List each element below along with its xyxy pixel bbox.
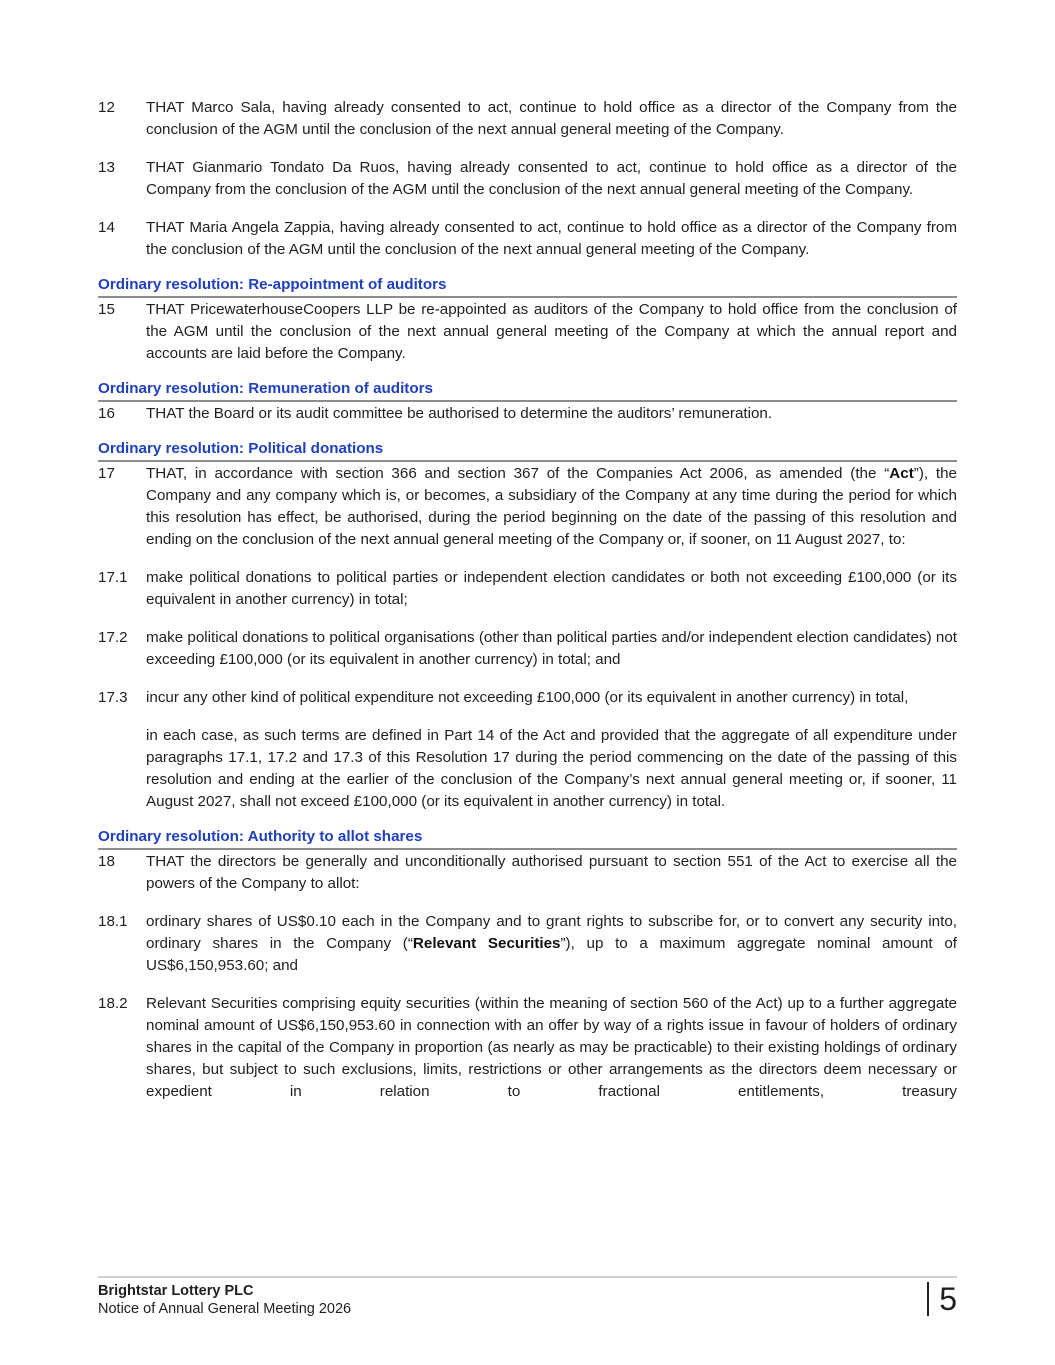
resolution-17-closing: in each case, as such terms are defined in Part 14 of the Act and provided that the aggregate of all expenditure under paragraphs 17.1, 17.2 and 17.3 of this Resolution 17 during the period commencing on the date of the passing of this resolution and ending at the earlier of the conclusion of the Company’s next annual general meeting or, if sooner, 11 August 2027, shall not exceed £100,000 (or its equivalent in another currency) in total. bbox=[146, 727, 957, 810]
resolution-18-2 bbox=[98, 993, 957, 1103]
resolution-13 bbox=[98, 157, 957, 201]
resolution-number: 13 bbox=[98, 159, 115, 176]
resolution-16 bbox=[98, 403, 957, 425]
section-heading-remuneration: Ordinary resolution: Remuneration of auditors bbox=[98, 379, 957, 402]
subitem-text: make political donations to political parties or independent election candidates or both not exceeding £100,000 (or its equivalent in another currency) in total; bbox=[146, 569, 957, 608]
section-heading-political-donations: Ordinary resolution: Political donations bbox=[98, 439, 957, 462]
subitem-number: 17.2 bbox=[98, 629, 128, 646]
subitem-number: 17.3 bbox=[98, 689, 128, 706]
page-number: 5 bbox=[927, 1282, 957, 1316]
resolution-text bbox=[146, 463, 957, 551]
resolution-15 bbox=[98, 299, 957, 365]
resolution-number: 16 bbox=[98, 405, 115, 422]
resolution-18 bbox=[98, 851, 957, 895]
resolution-text: THAT PricewaterhouseCoopers LLP be re-appointed as auditors of the Company to hold office from the conclusion of the AGM until the conclusion of the next annual general meeting of the Company at which the annual report and accounts are laid before the Company. bbox=[146, 301, 957, 362]
resolution-17-2 bbox=[98, 627, 957, 671]
resolution-number: 14 bbox=[98, 219, 115, 236]
text-fragment: ordinary shares of US$0.10 each in the Company and to grant rights to subscribe for, or to convert any security into, ordinary shares in the Company (“ bbox=[146, 913, 957, 952]
text-fragment: ”), up to a maximum aggregate nominal amount of US$6,150,953.60; and bbox=[146, 935, 957, 974]
footer-company-name: Brightstar Lottery PLC bbox=[98, 1283, 254, 1299]
resolution-17-1 bbox=[98, 567, 957, 611]
document-page bbox=[98, 97, 957, 1119]
resolution-12 bbox=[98, 97, 957, 141]
resolution-text: THAT Maria Angela Zappia, having already consented to act, continue to hold office as a director of the Company from the conclusion of the AGM until the conclusion of the next annual general meeting of the Company. bbox=[146, 219, 957, 258]
page-footer bbox=[98, 1276, 957, 1318]
defined-term-relevant-securities: Relevant Securities bbox=[412, 935, 561, 952]
resolution-number: 17 bbox=[98, 465, 115, 482]
text-fragment: ”), the Company and any company which is, or becomes, a subsidiary of the Company at any time during the period for which this resolution has effect, be authorised, during the period beginning on the date of the passing of this resolution and ending on the conclusion of the next annual general meeting of the Company or, if sooner, on 11 August 2027, to: bbox=[146, 465, 957, 548]
subitem-number: 18.2 bbox=[98, 995, 128, 1012]
resolution-14 bbox=[98, 217, 957, 261]
resolution-number: 18 bbox=[98, 853, 115, 870]
resolution-text: THAT Marco Sala, having already consented to act, continue to hold office as a director of the Company from the conclusion of the AGM until the conclusion of the next annual general meeting of the Company. bbox=[146, 99, 957, 138]
section-heading-reappointment: Ordinary resolution: Re-appointment of auditors bbox=[98, 275, 957, 298]
text-fragment: THAT, in accordance with section 366 and section 367 of the Companies Act 2006, as amended (the “ bbox=[146, 465, 890, 482]
resolution-text: THAT the Board or its audit committee be authorised to determine the auditors’ remuneration. bbox=[146, 405, 773, 422]
resolution-text: THAT Gianmario Tondato Da Ruos, having already consented to act, continue to hold office as a director of the Company from the conclusion of the AGM until the conclusion of the next annual general meeting of the Company. bbox=[146, 159, 957, 198]
footer-document-title: Notice of Annual General Meeting 2026 bbox=[98, 1301, 352, 1317]
resolution-17-3 bbox=[98, 687, 957, 709]
resolution-17 bbox=[98, 463, 957, 551]
resolution-number: 12 bbox=[98, 99, 115, 116]
defined-term-act: Act bbox=[889, 465, 914, 482]
section-heading-allot-shares: Ordinary resolution: Authority to allot shares bbox=[98, 827, 957, 850]
subitem-number: 18.1 bbox=[98, 913, 128, 930]
resolution-number: 15 bbox=[98, 301, 115, 318]
subitem-text: make political donations to political organisations (other than political parties and/or independent election candidates) not exceeding £100,000 (or its equivalent in another currency) in total; and bbox=[146, 629, 957, 668]
subitem-text: Relevant Securities comprising equity securities (within the meaning of section 560 of the Act) up to a further aggregate nominal amount of US$6,150,953.60 in connection with an offer by way of a rights issue in favour of holders of ordinary shares in the capital of the Company in proportion (as nearly as may be practicable) to their existing holdings of ordinary shares, but subject to such exclusions, limits, restrictions or other arrangements as the directors deem necessary or expedient in relation to fractional entitlements, treasury bbox=[146, 995, 957, 1100]
subitem-text: incur any other kind of political expenditure not exceeding £100,000 (or its equivalent in another currency) in total, bbox=[146, 689, 909, 706]
resolution-text: THAT the directors be generally and unconditionally authorised pursuant to section 551 of the Act to exercise all the powers of the Company to allot: bbox=[146, 853, 957, 892]
subitem-text bbox=[146, 911, 957, 977]
subitem-number: 17.1 bbox=[98, 569, 128, 586]
resolution-18-1 bbox=[98, 911, 957, 977]
